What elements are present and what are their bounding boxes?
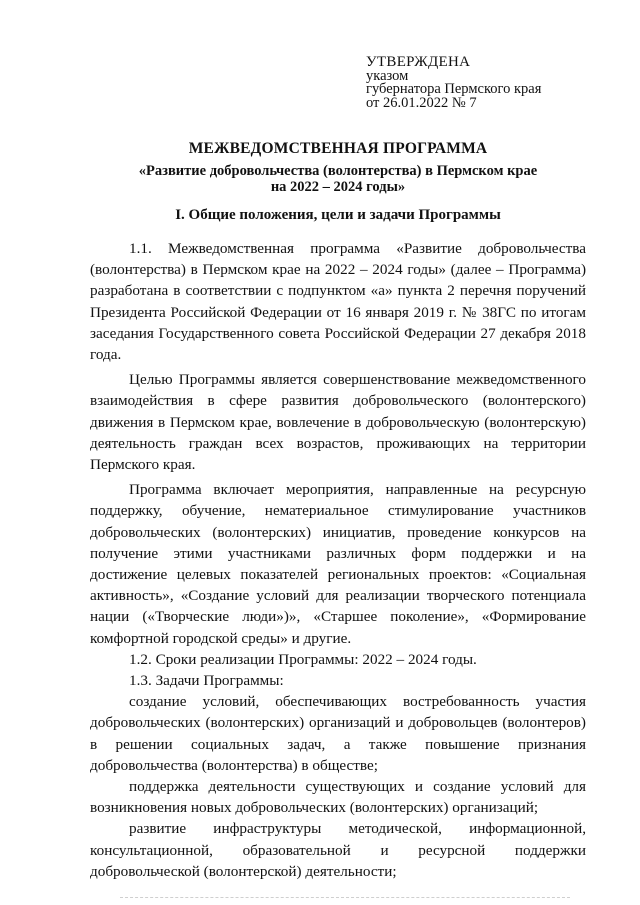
subtitle-line-1: «Развитие добровольчества (волонтерства) в Пермском крае [138, 163, 538, 179]
paragraph-1-2: 1.2. Сроки реализации Программы: 2022 – 2024 годы. [129, 650, 477, 668]
page-bottom-rule [120, 897, 570, 899]
document-body [90, 238, 586, 882]
approval-line-date: от 26.01.2022 № 7 [366, 94, 477, 111]
approval-stamp [366, 56, 616, 110]
paragraph-activities: Программа включает мероприятия, направленные на ресурсную поддержку, обучение, нематериальное стимулирование участников добровольческих (волонтерских) инициатив, проведение конкурсов на получение этими участниками различных форм поддержки и на достижение целевых показателей региональных проектов: «Социальная активность», «Создание условий для реализации творческого потенциала нации («Творческие люди»)», «Старшее поколение», «Формирование комфортной городской среды» и другие. [90, 481, 586, 647]
approval-line-decree: указом [366, 67, 409, 84]
document-subtitle [90, 163, 586, 195]
paragraph-1-1: 1.1. Межведомственная программа «Развитие добровольчества (волонтерства) в Пермском крае на 2022 – 2024 годы» (далее – Программа) разработана в соответствии с подпунктом «а» пункта 2 перечня поручений Президента Российской Федерации от 16 января 2019 г. № 38ГС по итогам заседания Государственного совета Российской Федерации 27 декабря 2018 года. [90, 240, 586, 364]
task-item-1: создание условий, обеспечивающих востребованность участия добровольческих (волонтерских) организаций и добровольцев (волонтеров) в решении социальных задач, а также повышение признания добровольчества (волонтерства) в обществе; [90, 693, 586, 774]
task-item-2: поддержка деятельности существующих и создание условий для возникновения новых добровольческих (волонтерских) организаций; [90, 778, 586, 817]
section-heading: I. Общие положения, цели и задачи Программы [175, 207, 501, 223]
approval-title: УТВЕРЖДЕНА [366, 54, 471, 70]
subtitle-line-2: на 2022 – 2024 годы» [270, 179, 406, 195]
paragraph-goal: Целью Программы является совершенствование межведомственного взаимодействия в сфере развития добровольческого (волонтерского) движения в Пермском крае, вовлечение в добровольческую (волонтерскую) деятельность граждан всех возрастов, проживающих на территории Пермского края. [90, 371, 586, 474]
paragraph-1-3: 1.3. Задачи Программы: [129, 672, 284, 690]
task-item-3: развитие инфраструктуры методической, информационной, консультационной, образовательной и ресурсной поддержки добровольческой (волонтерской) деятельности; [90, 820, 586, 880]
document-title-block [90, 139, 586, 195]
document-title: МЕЖВЕДОМСТВЕННАЯ ПРОГРАММА [188, 140, 488, 157]
approval-line-governor: губернатора Пермского края [366, 81, 542, 97]
